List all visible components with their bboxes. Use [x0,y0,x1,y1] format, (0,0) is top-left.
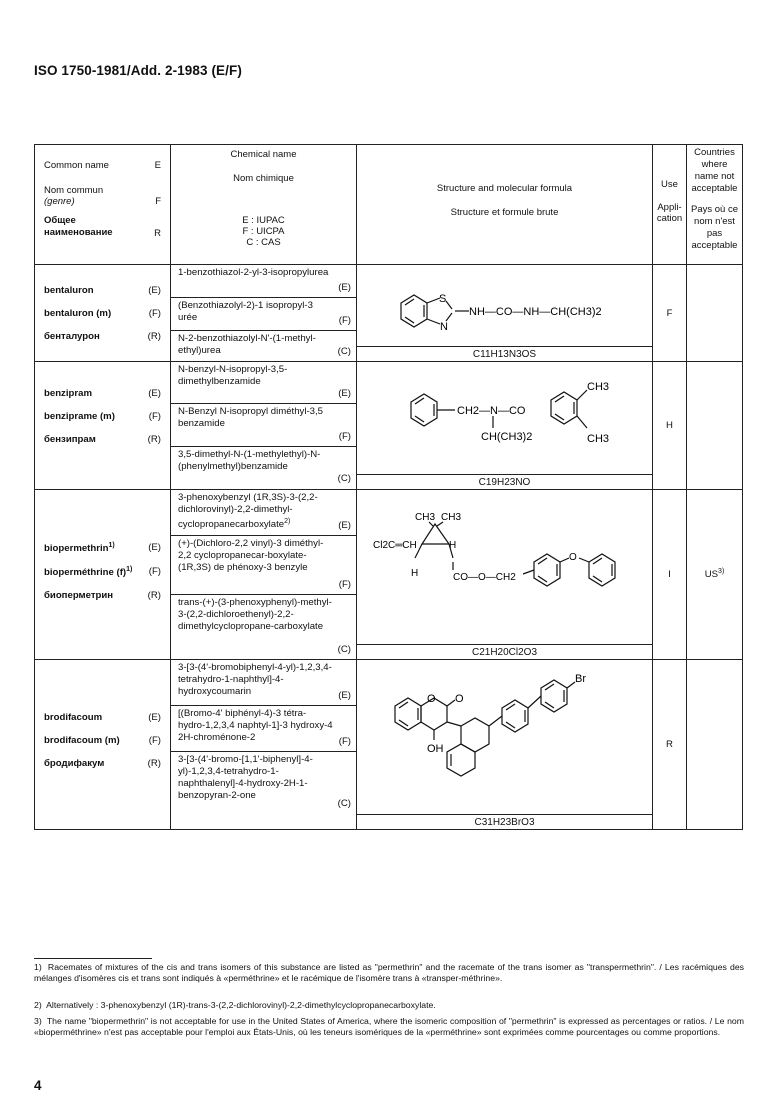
chemical-names-cell: N-benzyl-N-isopropyl-3,5-dimethylbenzamide (E) N-Benzyl N-isopropyl diméthyl-3,5 benzamide (F) 3,5-dimethyl-N-(1-methylethyl)-N-(phenylmethyl)benzamide (C) [171,362,357,490]
svg-text:O: O [427,693,436,705]
table-row [35,660,743,830]
common-names-cell: bentaluron (E) bentaluron (m) (F) бенталурон (R) [35,265,171,362]
chemical-names-cell: 3-[3-(4'-bromobiphenyl-4-yl)-1,2,3,4-tetrahydro-1-naphthyl]-4-hydroxycoumarin (E) [(Bromo-4' biphényl-4)-3 tétra-hydro-1,2,3,4 naphtyl-1]-3 hydroxy-4 2H-chroménone-2 (F) 3-[3-(4'-bromo-[1,1'-biphenyl]-4-yl)-1,2,3,4-tetrahydro-1-naphthalenyl]-4-hydroxy-2H-1-benzopyran-2-one (C) [171,660,357,830]
benzipram-structure [357,362,653,472]
svg-text:H: H [411,568,419,579]
common-names-cell: benzipram (E) benziprame (m) (F) бензипрам (R) [35,362,171,490]
substance-table [34,144,743,830]
svg-text:NH—CO—NH—CH(CH3)2: NH—CO—NH—CH(CH3)2 [469,306,602,318]
svg-text:Cl2C═CH: Cl2C═CH [373,540,417,551]
molecular-formula: C19H23NO [357,474,652,489]
common-names-cell: biopermethrin$^{1)}$ (E) bioperméthrine $(f)^{1)}$ (F) биоперметрин (R) [35,490,171,660]
document-header: ISO 1750-1981/Add. 2-1983 (E/F) [34,63,242,78]
structure-cell [357,362,653,490]
svg-text:CH3: CH3 [441,512,462,523]
molecular-formula: C31H23BrO3 [357,814,652,829]
svg-text:CH(CH3)2: CH(CH3)2 [481,431,533,443]
table-row [35,362,743,490]
chemical-names-cell: 1-benzothiazol-2-yl-3-isopropylurea (E) (Benzothiazolyl-2)-1 isopropyl-3 urée (F) N-2-benzothiazolyl-N'-(1-methyl-ethyl)urea (C) [171,265,357,362]
footnote-3: 3) The name "biopermethrin" is not acceptable for use in the United States of America, where the isomeric composition of "permethrin" is expressed as percentages or ratios. / Le nom «bioperméthrine» n'est pas acceptable pour l'emploi aux États-Unis, où les teneurs isomériques de la «perméthrine» sont exprimées comme pourcentages ou comme proportions. [34,1016,744,1037]
molecular-formula: C11H13N3OS [357,346,652,361]
table-row [35,490,743,660]
footnote-1: 1) Racemates of mixtures of the cis and trans isomers of this substance are listed as "permethrin" and the racemate of the trans isomer as "transpermethrin". / Les racémiques des mélanges d'isomères cis et trans sont indiqués à «perméthrine» et le racémique de l'isomère trans à «transper-méthrine». [34,962,744,983]
table-header-row [35,145,743,265]
svg-text:CH2—N—CO: CH2—N—CO [457,405,526,417]
bentaluron-structure [357,265,653,341]
countries-cell [687,362,743,490]
svg-text:O: O [455,693,464,705]
footnote-2: 2) Alternatively : 3-phenoxybenzyl (1R)-trans-3-(2,2-dichlorovinyl)-2,2-dimethylcyclopropanecarboxylate. [34,1000,436,1010]
brodifacoum-structure [357,660,653,810]
use-cell: R [653,660,687,830]
countries-cell: US$^{3)}$ [687,490,743,660]
header-countries: Countries where name not acceptable Pays où ce nom n'est pas acceptable [687,145,743,265]
svg-text:Br: Br [575,673,586,685]
biopermethrin-structure [357,490,653,640]
header-common-name: Common name E Nom commun (genre) F Общее наименование R [35,145,171,265]
use-cell: H [653,362,687,490]
page-number: 4 [34,1078,42,1093]
header-structure: Structure and molecular formula Structure et formule brute [357,145,653,265]
structure-cell [357,265,653,362]
svg-text:OH: OH [427,743,444,755]
header-use: Use Appli-cation [653,145,687,265]
countries-cell [687,660,743,830]
svg-text:O: O [569,552,577,563]
svg-text:CH3: CH3 [587,381,610,393]
structure-cell [357,490,653,660]
svg-text:S: S [439,293,447,305]
common-names-cell: brodifacoum (E) brodifacoum (m) (F) бродифакум (R) [35,660,171,830]
chemical-names-cell: 3-phenoxybenzyl (1R,3S)-3-(2,2-dichlorovinyl)-2,2-dimethyl-cyclopropanecarboxylate$^{2)}$ (E) (+)-(Dichloro-2,2 vinyl)-3 diméthyl-2,2 cyclopropanecar-boxylate-(1R,3S) de phénoxy-3 benzyle (F) trans-(+)-(3-phenoxyphenyl)-methyl-3-(2,2-dichloroethenyl)-2,2-dimethylcyclopropane-carboxylate (C) [171,490,357,660]
structure-cell [357,660,653,830]
use-cell: F [653,265,687,362]
table-row [35,265,743,362]
svg-text:CH3: CH3 [587,433,610,445]
countries-cell [687,265,743,362]
header-chemical-name: Chemical name Nom chimique E : IUPAC F : UICPA C : CAS [171,145,357,265]
molecular-formula: C21H20Cl2O3 [357,644,652,659]
svg-text:CO—O—CH2: CO—O—CH2 [453,572,516,583]
footnote-separator [34,958,152,959]
use-cell: I [653,490,687,660]
svg-text:N: N [440,321,448,333]
svg-text:H: H [449,540,457,551]
svg-text:CH3: CH3 [415,512,436,523]
